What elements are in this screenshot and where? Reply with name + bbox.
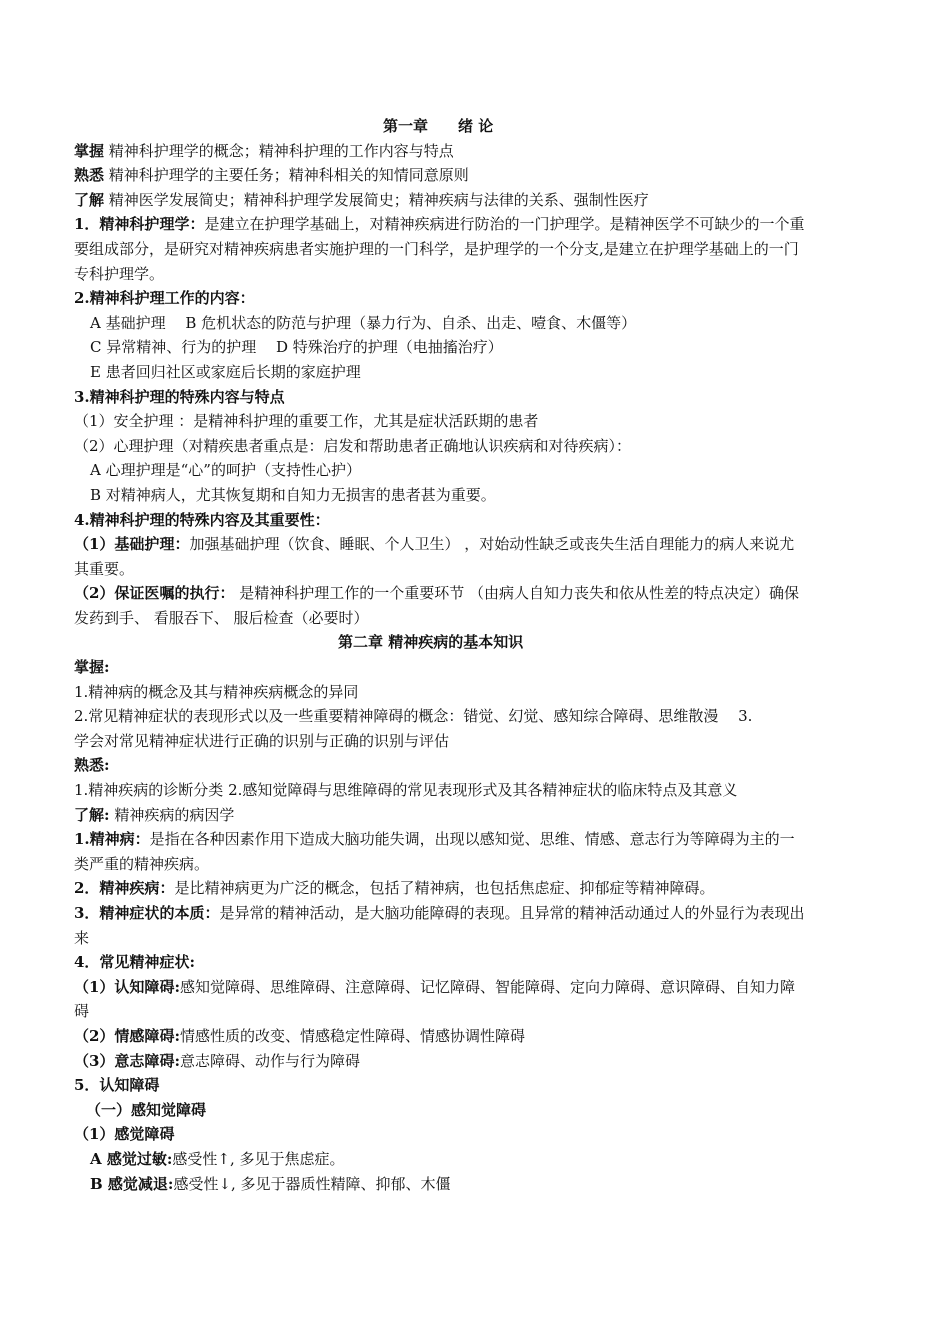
c1-understand [74,188,808,213]
c2-section-4-item-1 [74,975,808,1024]
document-page [74,114,808,1196]
section-text: 是建立在护理学基础上，对精神疾病进行防治的一门护理学。是精神医学不可缺少的一个重要组成部分，是研究对精神疾病患者实施护理的一门科学，是护理学的一个分支,是建立在护理学基础上的一门专科护理学。 [74,215,805,283]
c1-section-2-heading: 2.精神科护理工作的内容： [74,289,255,308]
definition-heading: 1.精神病： [74,830,150,849]
c1-master [74,139,808,164]
item-heading: （1）认知障碍: [74,977,180,996]
item-heading: （1）基础护理： [74,535,190,554]
c2-master-label: 掌握: [74,658,110,677]
c1-section-1 [74,212,808,286]
item-heading: （3）意志障碍: [74,1051,180,1070]
master-label: 掌握 [74,141,105,160]
c2-section-5-item-b [74,1172,808,1197]
c2-definition-1 [74,827,808,876]
definition-heading: 3．精神症状的本质： [74,904,220,922]
item-text: 意志障碍、动作与行为障碍 [179,1051,360,1070]
chapter1-title: 第一章 绪 论 [383,117,494,135]
c1-section-3-item-2: （2）心理护理（对精疾患者重点是：启发和帮助患者正确地认识疾病和对待疾病）： [74,436,632,455]
c1-section-2-line-c: C 异常精神、行为的护理 D 特殊治疗的护理（电抽搐治疗） [90,338,503,357]
item-text: 感知觉障碍、思维障碍、注意障碍、记忆障碍、智能障碍、定向力障碍、意识障碍、自知力障碍 [74,977,795,1021]
c2-section-4-heading: 4．常见精神症状: [74,953,195,972]
understand-text: 精神疾病的病因学 [109,805,235,824]
familiar-label: 熟悉 [74,166,105,185]
item-text: 感受性↓, 多见于器质性精障、抑郁、木僵 [173,1174,451,1193]
c2-section-5-item-a [74,1147,808,1172]
c2-section-5-sub: （一）感知觉障碍 [86,1100,207,1119]
c2-familiar-1: 1.精神疾病的诊断分类 2.感知觉障碍与思维障碍的常见表现形式及其各精神症状的临床特点及其意义 [74,781,738,800]
c2-definition-2 [74,876,808,901]
c1-section-3-item-2b: B 对精神病人，尤其恢复期和自知力无损害的患者甚为重要。 [90,485,496,504]
c1-section-2-line-a: A 基础护理 B 危机状态的防范与护理（暴力行为、自杀、出走、噎食、木僵等） [90,313,637,332]
c1-section-3-item-2a: A 心理护理是“心”的呵护（支持性心护） [90,461,361,480]
c1-section-4-heading: 4.精神科护理的特殊内容及其重要性： [74,510,330,529]
definition-text: 是异常的精神活动，是大脑功能障碍的表现。且异常的精神活动通过人的外显行为表现出来 [74,904,805,947]
item-text: 加强基础护理（饮食、睡眠、个人卫生） ，对始动性缺乏或丧失生活自理能力的病人来说尤其重要。 [74,535,795,578]
understand-label: 了解: [74,805,110,824]
c1-section-3-heading: 3.精神科护理的特殊内容与特点 [74,387,285,406]
c1-section-4-item-2 [74,581,808,630]
definition-heading: 2．精神疾病： [74,879,175,898]
c2-understand [74,803,808,828]
item-heading: B 感觉减退: [90,1174,174,1193]
c2-section-5-heading: 5．认知障碍 [74,1076,160,1095]
c2-master-2: 2.常见精神症状的表现形式以及一些重要精神障碍的概念：错觉、幻觉、感知综合障碍、思维散漫 3. [74,707,753,726]
item-text: 感受性↑, 多见于焦虑症。 [172,1149,345,1168]
understand-text: 精神医学发展简史；精神科护理学发展简史；精神疾病与法律的关系、强制性医疗 [104,190,649,209]
c2-definition-3 [74,901,808,950]
c2-master-1: 1.精神病的概念及其与精神疾病概念的异同 [74,682,359,701]
c1-familiar [74,163,808,188]
section-heading: 1．精神科护理学： [74,215,205,234]
c2-section-5-item-1: （1）感觉障碍 [74,1125,175,1144]
master-text: 精神科护理学的概念；精神科护理的工作内容与特点 [104,141,454,160]
c1-section-2-line-e: E 患者回归社区或家庭后长期的家庭护理 [90,362,361,381]
c2-section-4-item-3 [74,1049,808,1074]
c2-section-4-item-2 [74,1024,808,1049]
c2-familiar-label: 熟悉: [74,756,110,775]
c1-section-3-item-1: （1）安全护理 ：是精神科护理的重要工作，尤其是症状活跃期的患者 [74,412,539,431]
item-heading: A 感觉过敏: [90,1149,173,1168]
item-heading: （2）情感障碍: [74,1026,180,1045]
item-heading: （2）保证医嘱的执行： [74,584,235,603]
definition-text: 是指在各种因素作用下造成大脑功能失调，出现以感知觉、思维、情感、意志行为等障碍为主的一类严重的精神疾病。 [74,830,795,873]
c1-section-4-item-1 [74,532,808,581]
chapter2-title: 第二章 精神疾病的基本知识 [338,633,524,652]
c2-master-3: 学会对常见精神症状进行正确的识别与正确的识别与评估 [74,731,450,750]
item-text: 是精神科护理工作的一个重要环节 （由病人自知力丧失和依从性差的特点决定）确保发药到手、 看服吞下、 服后检查（必要时） [74,584,799,627]
item-text: 情感性质的改变、情感稳定性障碍、情感协调性障碍 [179,1026,525,1045]
definition-text: 是比精神病更为广泛的概念，包括了精神病，也包括焦虑症、抑郁症等精神障碍。 [174,879,715,898]
familiar-text: 精神科护理学的主要任务；精神科相关的知情同意原则 [104,166,469,185]
understand-label: 了解 [74,190,105,209]
